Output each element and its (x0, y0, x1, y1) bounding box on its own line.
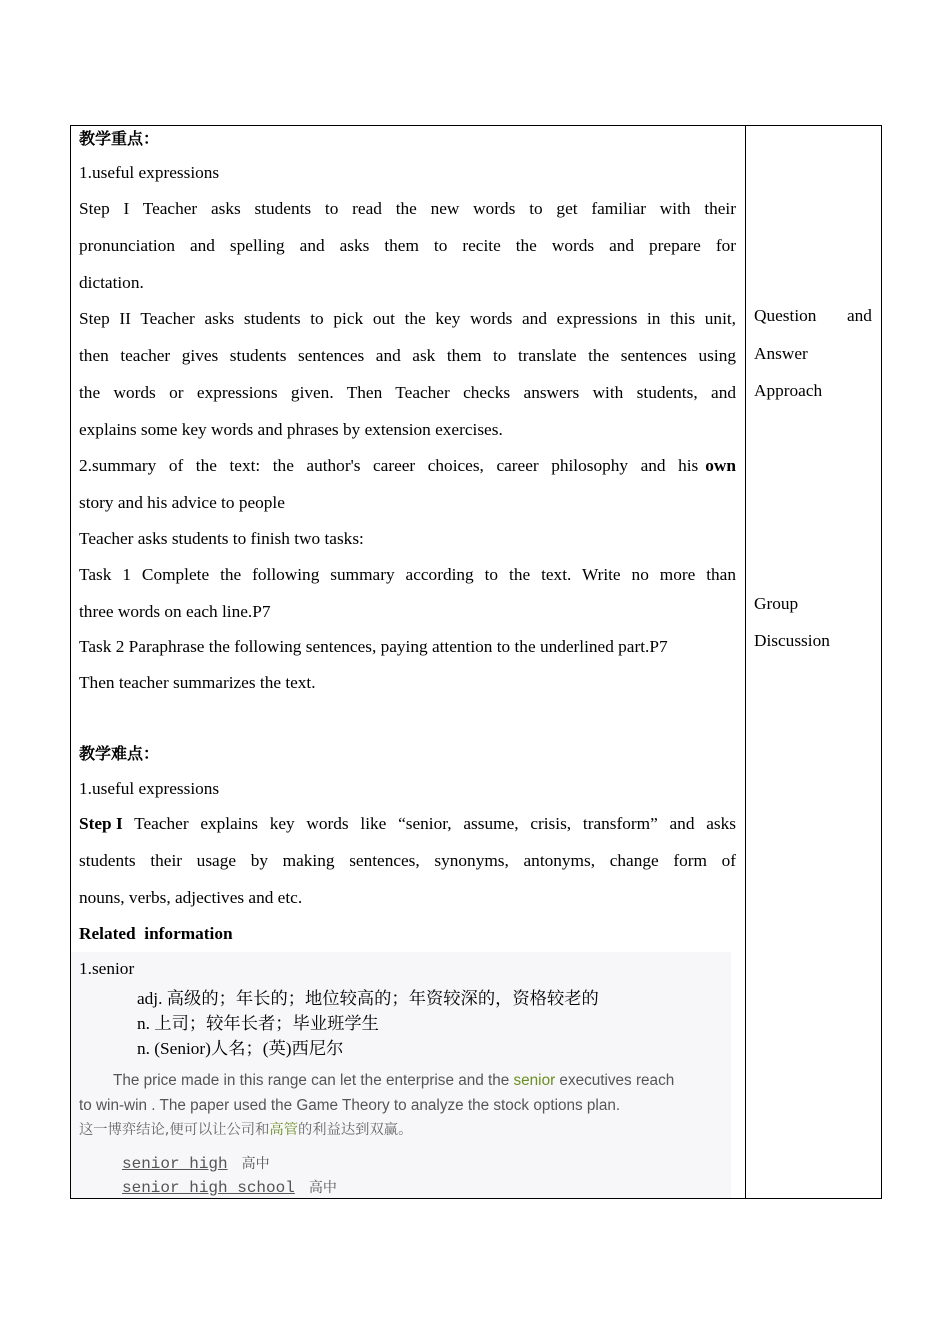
method-word: Discussion (754, 631, 830, 650)
focus-item-1: 1.useful expressions (79, 163, 220, 182)
phrase-link[interactable] (122, 1176, 337, 1200)
phrase-cn: 高中 (308, 1180, 337, 1196)
step-i-label: Step I (79, 814, 123, 833)
step2-line: then teacher gives students sentences and ask them to translate the sentences using (79, 346, 736, 365)
step2-line: the words or expressions given. Then Teacher checks answers with students, and (79, 383, 736, 402)
phrase-link[interactable] (122, 1152, 270, 1176)
difficulty-item-1: 1.useful expressions (79, 779, 220, 798)
phrase-cn: 高中 (241, 1156, 270, 1172)
summary-line (79, 454, 736, 478)
phrase-en[interactable]: senior high school (122, 1179, 295, 1197)
summary-bold-word: own (705, 456, 736, 475)
step2-line: explains some key words and phrases by extension exercises. (79, 420, 503, 439)
step2-line: Step II Teacher asks students to pick out the key words and expressions in this unit, (79, 309, 736, 328)
column-divider (745, 126, 746, 1198)
definition-line: adj. 高级的；年长的；地位较高的；年资较深的，资格较老的 (137, 989, 599, 1008)
task2-line: Task 2 Paraphrase the following sentences, paying attention to the underlined part.P7 (79, 637, 668, 656)
step-i-text: Teacher explains key words like “senior, assume, crisis, transform” and asks (122, 814, 736, 833)
tasks-intro: Teacher asks students to finish two tasks: (79, 529, 364, 548)
example-text: 的利益达到双赢。 (298, 1122, 413, 1138)
dictionary-word: 1.senior (79, 959, 135, 978)
method-word: and (847, 306, 872, 325)
example-sentence-en-2: to win-win . The paper used the Game Theory to analyze the stock options plan. (79, 1097, 621, 1114)
step-i-line: nouns, verbs, adjectives and etc. (79, 888, 303, 907)
highlight-word: 高管 (269, 1122, 298, 1138)
method-word: Approach (754, 381, 823, 400)
focus-heading: 教学重点： (79, 129, 160, 148)
related-info-heading: Related information (79, 924, 233, 943)
phrase-en[interactable]: senior high (122, 1155, 228, 1173)
highlight-word: senior (513, 1072, 556, 1089)
method-word: Group (754, 594, 799, 613)
step-i-line: students their usage by making sentences, synonyms, antonyms, change form of (79, 851, 736, 870)
summary-line-2: story and his advice to people (79, 493, 285, 512)
task1-line: Task 1 Complete the following summary according to the text. Write no more than (79, 565, 736, 584)
step1-line: pronunciation and spelling and asks them to recite the words and prepare for (79, 236, 736, 255)
dictionary-box (71, 952, 731, 1198)
method-word: Question (754, 306, 817, 325)
example-text: executives reach (555, 1072, 675, 1089)
step-i-line (79, 812, 736, 836)
example-sentence-en (113, 1069, 674, 1093)
summary-text: 2.summary of the text: the author's career choices, career philosophy and his (79, 456, 699, 475)
lesson-table (70, 125, 882, 1199)
example-sentence-cn (79, 1118, 412, 1142)
step1-line: dictation. (79, 273, 144, 292)
difficulty-heading: 教学难点： (79, 744, 160, 763)
step1-line: Step I Teacher asks students to read the new words to get familiar with their (79, 199, 736, 218)
summarize-line: Then teacher summarizes the text. (79, 673, 316, 692)
example-text: 这一博弈结论,便可以让公司和 (79, 1122, 270, 1138)
method-word: Answer (754, 344, 808, 363)
task1-line: three words on each line.P7 (79, 602, 271, 621)
definition-line: n. (Senior)人名；(英)西尼尔 (137, 1039, 344, 1058)
definition-line: n. 上司；较年长者；毕业班学生 (137, 1014, 379, 1033)
example-text: The price made in this range can let the enterprise and the (113, 1072, 514, 1089)
